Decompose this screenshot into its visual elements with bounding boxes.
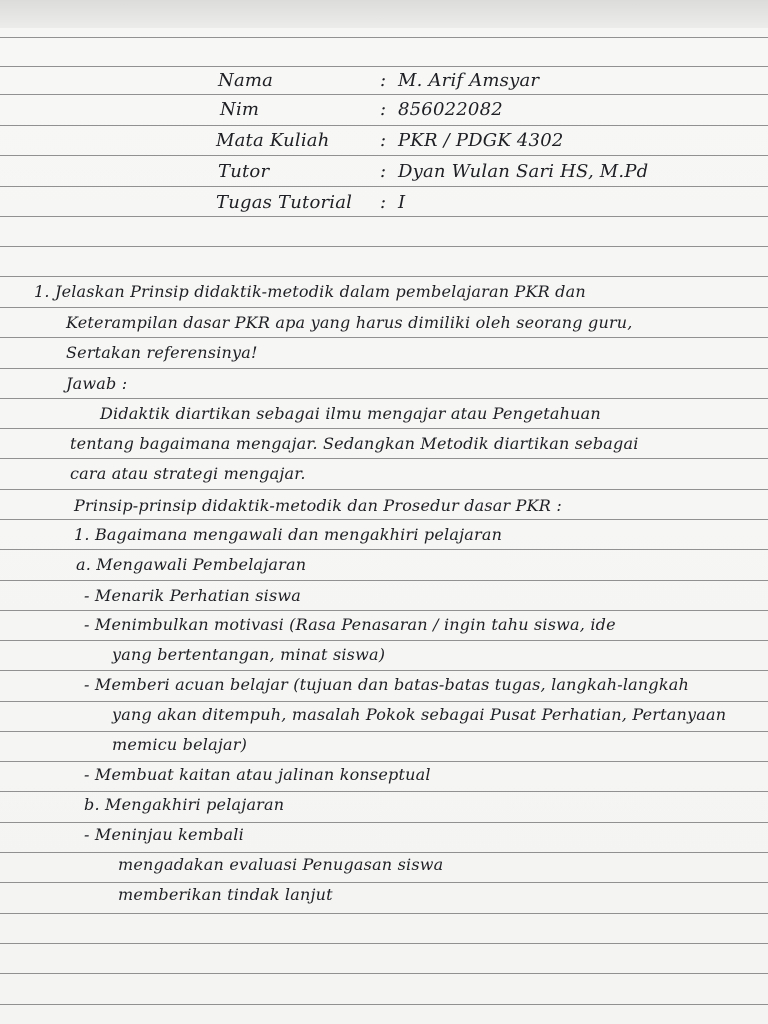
- ruled-line: [0, 519, 768, 520]
- question-line: Sertakan referensinya!: [66, 343, 258, 362]
- header-colon: :: [380, 161, 387, 182]
- subsection-heading: a. Mengawali Pembelajaran: [76, 555, 307, 574]
- ruled-line: [0, 398, 768, 399]
- ruled-line: [0, 94, 768, 95]
- answer-label: Jawab :: [66, 374, 128, 393]
- ruled-line: [0, 186, 768, 187]
- header-colon: :: [380, 70, 387, 91]
- ruled-line: [0, 155, 768, 156]
- bullet-continuation: yang bertentangan, minat siswa): [112, 645, 386, 664]
- bullet-continuation: mengadakan evaluasi Penugasan siswa: [118, 855, 444, 874]
- ruled-line: [0, 882, 768, 883]
- ruled-line: [0, 943, 768, 944]
- answer-line: Didaktik diartikan sebagai ilmu mengajar atau Pengetahuan: [100, 404, 601, 423]
- bullet-continuation: memberikan tindak lanjut: [118, 885, 333, 904]
- question-line: 1. Jelaskan Prinsip didaktik-metodik dalam pembelajaran PKR dan: [34, 282, 586, 301]
- bullet-item: - Memberi acuan belajar (tujuan dan batas-batas tugas, langkah-langkah: [84, 675, 689, 694]
- ruled-line: [0, 368, 768, 369]
- bullet-item: - Membuat kaitan atau jalinan konseptual: [84, 765, 431, 784]
- ruled-line: [0, 761, 768, 762]
- header-colon: :: [380, 130, 387, 151]
- ruled-line: [0, 428, 768, 429]
- ruled-line: [0, 458, 768, 459]
- ruled-line: [0, 640, 768, 641]
- header-colon: :: [380, 99, 387, 120]
- ruled-line: [0, 66, 768, 67]
- ruled-line: [0, 610, 768, 611]
- ruled-line: [0, 913, 768, 914]
- header-value-tugas-tutorial: I: [398, 192, 406, 213]
- section-heading: Prinsip-prinsip didaktik-metodik dan Prosedur dasar PKR :: [74, 496, 562, 515]
- header-label-nama: Nama: [218, 70, 274, 91]
- answer-line: tentang bagaimana mengajar. Sedangkan Metodik diartikan sebagai: [70, 434, 639, 453]
- ruled-line: [0, 276, 768, 277]
- ruled-line: [0, 125, 768, 126]
- bullet-item: - Menimbulkan motivasi (Rasa Penasaran / ingin tahu siswa, ide: [84, 615, 616, 634]
- ruled-line: [0, 580, 768, 581]
- ruled-line: [0, 670, 768, 671]
- bullet-continuation: yang akan ditempuh, masalah Pokok sebagai Pusat Perhatian, Pertanyaan: [112, 705, 727, 724]
- question-line: Keterampilan dasar PKR apa yang harus dimiliki oleh seorang guru,: [66, 313, 633, 332]
- header-colon: :: [380, 192, 387, 213]
- ruled-line: [0, 549, 768, 550]
- bullet-item: - Menarik Perhatian siswa: [84, 586, 301, 605]
- ruled-line: [0, 337, 768, 338]
- ruled-line: [0, 489, 768, 490]
- ruled-line: [0, 1004, 768, 1005]
- ruled-line: [0, 731, 768, 732]
- header-label-tugas-tutorial: Tugas Tutorial: [216, 192, 353, 213]
- ruled-line: [0, 216, 768, 217]
- ruled-line: [0, 307, 768, 308]
- ruled-line: [0, 822, 768, 823]
- header-value-mata-kuliah: PKR / PDGK 4302: [398, 130, 564, 151]
- header-label-tutor: Tutor: [218, 161, 270, 182]
- section-item: 1. Bagaimana mengawali dan mengakhiri pelajaran: [74, 525, 503, 544]
- ruled-line: [0, 246, 768, 247]
- ruled-line: [0, 37, 768, 38]
- header-label-mata-kuliah: Mata Kuliah: [216, 130, 330, 151]
- page-top-edge: [0, 0, 768, 28]
- bullet-continuation: memicu belajar): [112, 735, 248, 754]
- ruled-line: [0, 852, 768, 853]
- ruled-line: [0, 791, 768, 792]
- subsection-heading: b. Mengakhiri pelajaran: [84, 795, 285, 814]
- ruled-line: [0, 973, 768, 974]
- answer-line: cara atau strategi mengajar.: [70, 464, 306, 483]
- bullet-item: - Meninjau kembali: [84, 825, 244, 844]
- header-value-nim: 856022082: [398, 99, 503, 120]
- header-value-nama: M. Arif Amsyar: [398, 70, 540, 91]
- ruled-line: [0, 701, 768, 702]
- header-value-tutor: Dyan Wulan Sari HS, M.Pd: [398, 161, 649, 182]
- header-label-nim: Nim: [220, 99, 260, 120]
